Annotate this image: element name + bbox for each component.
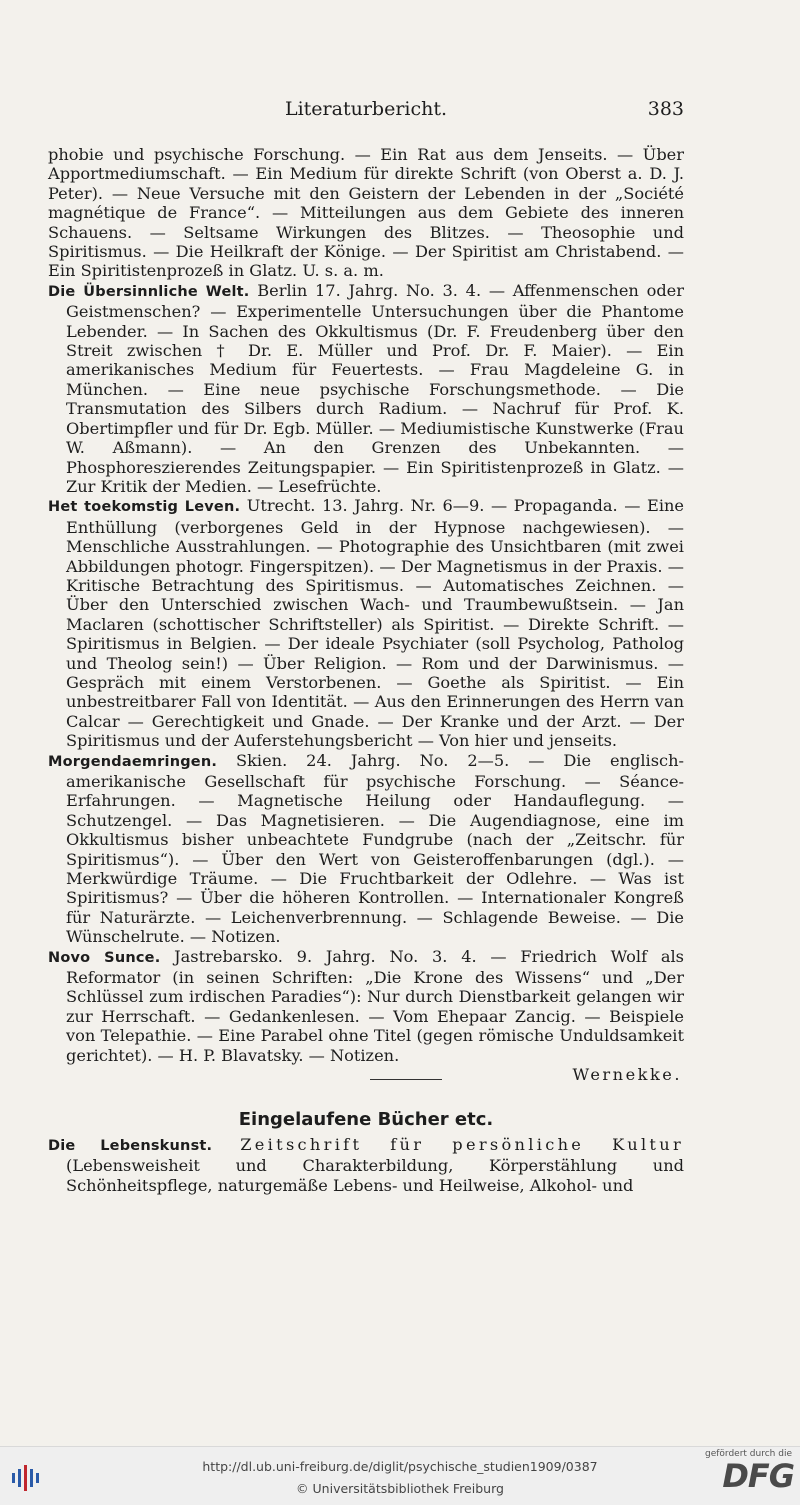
- dfg-logo: [698, 1449, 794, 1501]
- body-text: [48, 145, 684, 1195]
- entry-uebersinnliche-welt: [48, 281, 684, 496]
- entry-lead: Het toekomstig Leven.: [48, 499, 241, 516]
- entry-het-toekomstig-leven: [48, 496, 684, 750]
- permalink[interactable]: http://dl.ub.uni-freiburg.de/diglit/psychische_studien1909/0387: [202, 1459, 598, 1474]
- dfg-funding-note: gefördert durch die: [705, 1449, 792, 1459]
- section-title: Eingelaufene Bücher etc.: [238, 1108, 494, 1130]
- page-header: [48, 96, 684, 126]
- dfg-wordmark: DFG: [722, 1457, 794, 1495]
- entry-die-lebenskunst: [48, 1135, 684, 1195]
- signature: Wernekke.: [572, 1065, 682, 1085]
- entry-lead: Die Lebenskunst.: [48, 1137, 213, 1154]
- entry-text: Berlin 17. Jahrg. No. 3. 4. — Affenmenschen oder Geistmenschen? — Experimentelle Untersuchungen über die Phantome Lebender. — In Sachen des Okkultismus (Dr. F. Freudenberg über den Streit zwischen † Dr. E. Müller und Prof. Dr. F. Maier). — Ein amerikanisches Medium für Feuertests. — Frau Magdeleine G. in München. — Eine neue psychische Forschungsmethode. — Die Transmutation des Silbers durch Radium. — Nachruf für Prof. K. Obertimpfler und für Dr. Egb. Müller. — Mediumistische Kunstwerke (Frau W. Aßmann). — An den Grenzen des Unbekannten. — Phosphoreszierendes Zeitungspapier. — Ein Spiritistenprozeß in Glatz. — Zur Kritik der Medien. — Lesefrüchte.: [66, 280, 684, 496]
- entry-subtitle: Zeitschrift für persönliche Kultur: [212, 1134, 684, 1154]
- entry-text: Jastrebarsko. 9. Jahrg. No. 3. 4. — Friedrich Wolf als Reformator (in seinen Schriften: „Die Krone des Wissens“ und „Der Schlüssel zum irdischen Paradies“): Nur durch Dienstbarkeit gelangen wir zur Herrschaft. — Gedankenlesen. — Vom Ehepaar Zancig. — Beispiele von Telepathie. — Eine Parabel ohne Titel (gegen römische Unduldsamkeit gerichtet). — H. P. Blavatsky. — Notizen.: [66, 946, 684, 1065]
- viewer-footer: [0, 1446, 800, 1505]
- entry-text: Skien. 24. Jahrg. No. 2—5. — Die englisch-amerikanische Gesellschaft für psychische Forschung. — Séance-Erfahrungen. — Magnetische Heilung oder Handauflegung. — Schutzengel. — Das Magnetisieren. — Die Augendiagnose, eine im Okkultismus bisher unbeachtete Fundgrube (nach der „Zeitschr. für Spiritismus“). — Über den Wert von Geisteroffenbarungen (dgl.). — Merkwürdige Träume. — Die Fruchtbarkeit der Odlehre. — Was ist Spiritismus? — Über die höheren Kontrollen. — Internationaler Kongreß für Naturärzte. — Leichenverbrennung. — Schlagende Beweise. — Die Wünschelrute. — Notizen.: [66, 750, 684, 947]
- entry-text: Utrecht. 13. Jahrg. Nr. 6—9. — Propaganda. — Eine Enthüllung (verborgenes Geld in der Hypnose nachgewiesen). — Menschliche Ausstrahlungen. — Photographie des Unsichtbaren (mit zwei Abbildungen photogr. Fingerspitzen). — Der Magnetismus in der Praxis. — Kritische Betrachtung des Spiritismus. — Automatisches Zeichnen. — Über den Unterschied zwischen Wach- und Traumbewußtsein. — Jan Maclaren (schottischer Schriftsteller) als Spiritist. — Direkte Schrift. — Spiritismus in Belgien. — Der ideale Psychiater (soll Psycholog, Patholog und Theolog sein!) — Über Religion. — Rom und der Darwinismus. — Gespräch mit einem Verstorbenen. — Goethe als Spiritist. — Ein unbestreitbarer Fall von Identität. — Aus den Erinnerungen des Herrn van Calcar — Gerechtigkeit und Gnade. — Der Kranke und der Arzt. — Der Spiritismus und der Auferstehungsbericht — Von hier und jenseits.: [66, 496, 685, 751]
- entry-morgendaemringen: [48, 751, 684, 947]
- entry-continuation: [48, 145, 684, 281]
- copyright: © Universitätsbibliothek Freiburg: [296, 1481, 504, 1496]
- entry-lead: Novo Sunce.: [48, 949, 161, 966]
- section-divider: [370, 1079, 442, 1080]
- page-number: 383: [647, 98, 684, 120]
- entry-lead: Morgendaemringen.: [48, 753, 218, 770]
- entry-text: (Lebensweisheit und Charakterbildung, Körperstählung und Schönheitspflege, naturgemäße Lebens- und Heilweise, Alkohol- und: [66, 1156, 684, 1195]
- signature-row: [48, 1065, 684, 1084]
- entry-novo-sunce: [48, 947, 684, 1065]
- entry-text: phobie und psychische Forschung. — Ein Rat aus dem Jenseits. — Über Apportmediumschaft. — Ein Medium für direkte Schrift (von Oberst a. D. J. Peter). — Neue Versuche mit den Geistern der Lebenden in der „Société magnétique de France“. — Mitteilungen aus dem Gebiete des inneren Schauens. — Seltsame Wirkungen des Blitzes. — Theosophie und Spiritismus. — Die Heilkraft der Könige. — Der Spiritist am Christabend. — Ein Spiritistenprozeß in Glatz. U. s. a. m.: [48, 145, 684, 281]
- running-title: Literaturbericht.: [284, 98, 448, 120]
- entry-lead: Die Übersinnliche Welt.: [48, 283, 250, 300]
